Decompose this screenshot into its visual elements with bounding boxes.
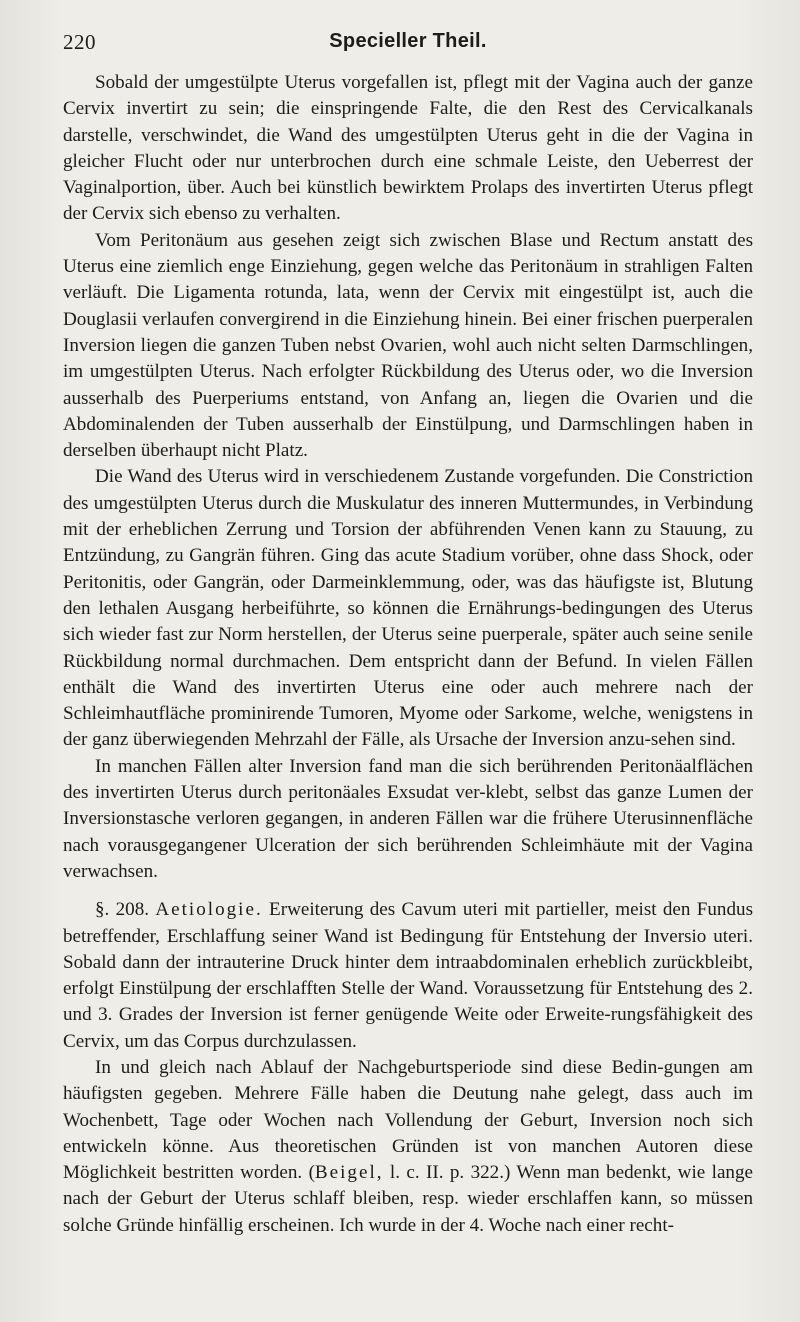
paragraph-text: In und gleich nach Ablauf der Nachgeburtsperiode sind diese Bedin-gungen am häufigsten gegeben. Mehrere Fälle haben die Deutung nahe gelegt, dass auch im Wochenbett, Tage oder Wochen nach Vollendung der Geburt, Inversion noch sich entwickeln könne. Aus theoretischen Gründen ist von manchen Autoren diese Möglichkeit bestritten worden. ( bbox=[63, 1056, 753, 1184]
paragraph: Sobald der umgestülpte Uterus vorgefallen ist, pflegt mit der Vagina auch der ganze Cervix invertirt zu sein; die einspringende Falte, die den Rest des Cervicalkanals darstelle, verschwindet, die Wand des umgestülpten Uterus geht in die der Vagina in gleicher Flucht oder nur unterbrochen durch eine schmale Leiste, den Ueberrest der Vaginalportion, über. Auch bei künstlich bewirktem Prolaps des invertirten Uterus pflegt der Cervix sich ebenso zu verhalten. bbox=[63, 72, 753, 225]
page-number: 220 bbox=[63, 30, 96, 54]
section-paragraph bbox=[63, 897, 753, 1055]
section-number: §. 208. bbox=[95, 899, 150, 921]
citation-author: Beigel, bbox=[314, 1162, 384, 1184]
section-text: Erweiterung des Cavum uteri mit partieller, meist den Fundus betreffender, Erschlaffung seiner Wand ist Bedingung für Entstehung der Inversio uteri. Sobald dann der intrauterine Druck hinter dem intraabdominalen erheblich zurückbleibt, erfolgt Einstülpung der erschlafften Stelle der Wand. Voraussetzung für Entstehung des 2. und 3. Grades der Inversion ist ferner genügende Weite oder Erweite-rungsfähigkeit des Cervix, um das Corpus durchzulassen. bbox=[63, 899, 753, 1052]
paragraph: Vom Peritonäum aus gesehen zeigt sich zwischen Blase und Rectum anstatt des Uterus eine ziemlich enge Einziehung, gegen welche das Peritonäum in strahligen Falten verläuft. Die Ligamenta rotunda, lata, wenn der Cervix mit eingestülpt ist, auch die Douglasii verlaufen convergirend in die Einziehung hinein. Bei einer frischen puerperalen Inversion liegen die ganzen Tuben nebst Ovarien, wohl auch nicht selten Darmschlingen, im umgestülpten Uterus. Nach erfolgter Rückbildung des Uterus oder, wo die Inversion ausserhalb des Puerperiums entstand, von Anfang an, liegen die Ovarien und die Abdominalenden der Tuben ausserhalb der Einstülpung, und Darmschlingen haben in derselben überhaupt nicht Platz. bbox=[63, 229, 753, 462]
paragraph: Die Wand des Uterus wird in verschiedenem Zustande vorgefunden. Die Constriction des umgestülpten Uterus durch die Muskulatur des inneren Muttermundes, in Verbindung mit der erheblichen Zerrung und Torsion der abführenden Venen kann zu Stauung, zu Entzündung, zu Gangrän führen. Ging das acute Stadium vorüber, ohne dass Shock, oder Peritonitis, oder Gangrän, oder Darmeinklemmung, oder, was das häufigste ist, Blutung den lethalen Ausgang herbeiführte, so können die Ernährungs-bedingungen des Uterus sich wieder fast zur Norm herstellen, der Uterus seine puerperale, später auch seine senile Rückbildung normal durchmachen. Dem entspricht dann der Befund. In vielen Fällen enthält die Wand des invertirten Uterus eine oder auch mehrere nach der Schleimhautfläche prominirende Tumoren, Myome oder Sarkome, welche, wenigstens in der ganz überwiegenden Mehrzahl der Fälle, als Ursache der Inversion anzu-sehen sind. bbox=[63, 466, 753, 751]
running-head: Specieller Theil. bbox=[329, 30, 487, 52]
paragraph-text: l. c. II. p. 322.) Wenn man bedenkt, wie lange nach der Geburt der Uterus schlaff bleiben, resp. wieder erschlaffen kann, so müssen solche Gründe hinfällig erscheinen. Ich wurde in der 4. Woche nach einer recht- bbox=[63, 1162, 753, 1236]
page-header bbox=[63, 30, 753, 60]
paragraph: In manchen Fällen alter Inversion fand man die sich berührenden Peritonäalflächen des invertirten Uterus durch peritonäales Exsudat ver-klebt, selbst das ganze Lumen der Inversionstasche verloren gegangen, in anderen Fällen war die frühere Uterusinnenfläche nach vorausgegangener Ulceration der sich berührenden Schleimhäute mit der Vagina verwachsen. bbox=[63, 755, 753, 882]
body-text bbox=[63, 70, 753, 1239]
paragraph bbox=[63, 1055, 753, 1239]
section-title: Aetiologie. bbox=[155, 899, 263, 921]
